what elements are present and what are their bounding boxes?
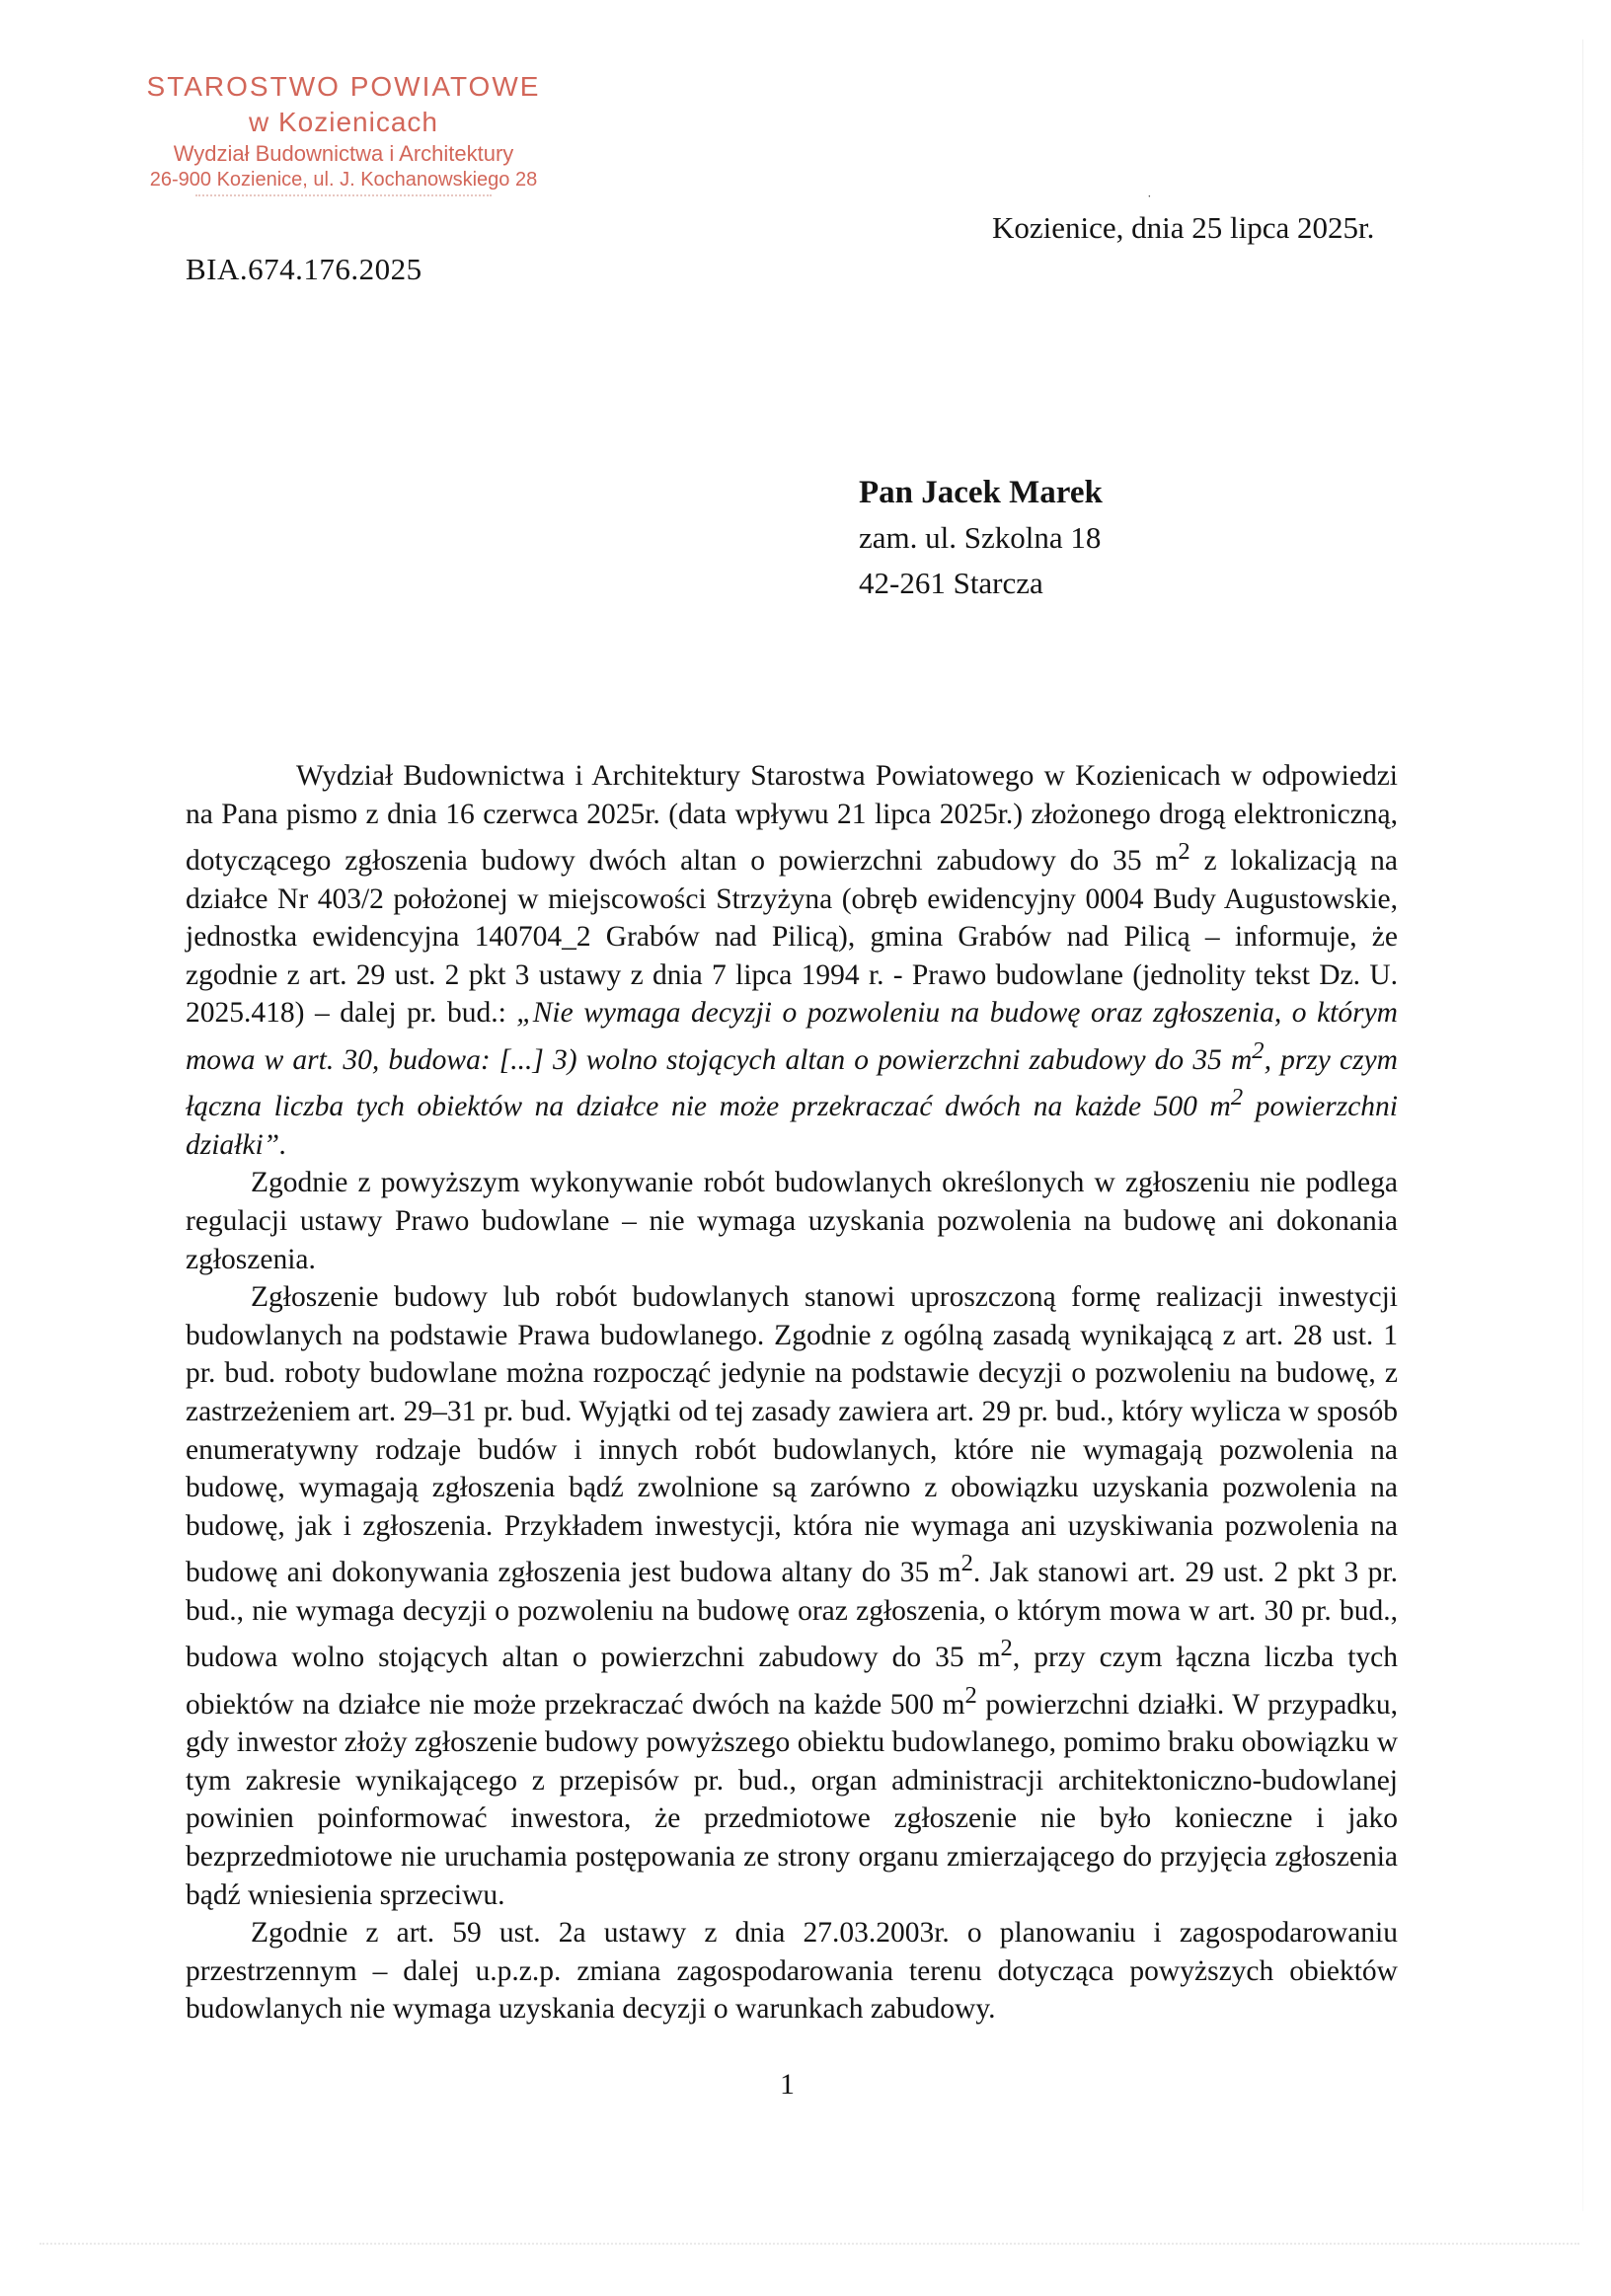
stamp-line-department: Wydział Budownictwa i Architektury (173, 140, 514, 166)
page-number: 1 (780, 2068, 795, 2101)
stamp-faded-line (195, 194, 492, 206)
superscript: 2 (960, 1550, 973, 1577)
paragraph-1-text-b: z lokalizacją na działce Nr 403/2 położonej w miejscowości Strzyżyna (obręb ewidencyjny 0004 Budy Augustowskie, jednostka ewidencyjna 140704_2 Grabów nad Pilicą), gmina Grabów nad Pilicą – informuje, że zgodnie z art. 29 ust. 2 pkt 3 ustawy z dnia 7 lipca 1994 r. - Prawo budowlane (jednolity tekst Dz. U. 2025.418) – dalej pr. bud.: (186, 845, 1398, 1030)
scan-edge-right (1582, 39, 1583, 2211)
superscript: 2 (1230, 1084, 1244, 1111)
stamp-line-city: w Kozienicach (249, 106, 438, 137)
legal-quote-text-a: „Nie wymaga decyzji o pozwoleniu na budowę oraz zgłoszenia, o którym mowa w art. 30, budowa: [...] 3) wolno stojących altan o powierzchni zabudowy do 35 m (186, 997, 1398, 1076)
office-stamp (126, 69, 561, 206)
case-number: BIA.674.176.2025 (186, 252, 422, 286)
paragraph-3 (186, 1278, 1398, 1914)
superscript: 2 (1252, 1036, 1265, 1064)
paragraph-1-text-a: Wydział Budownictwa i Architektury Starostwa Powiatowego w Kozienicach w odpowiedzi na Pana pismo z dnia 16 czerwca 2025r. (data wpływu 21 lipca 2025r.) złożonego drogą elektroniczną, dotyczącego zgłoszenia budowy dwóch altan o powierzchni zabudowy do 35 m (186, 760, 1398, 878)
paragraph-3-text-b: . Jak stanowi art. 29 ust. 2 pkt 3 pr. bud., nie wymaga decyzji o pozwoleniu na budowę oraz zgłoszenia, o którym mowa w art. 30 pr. bud., budowa wolno stojących altan o powierzchni zabudowy do 35 m (186, 1557, 1398, 1674)
paragraph-3-text-a: Zgłoszenie budowy lub robót budowlanych stanowi uproszczoną formę realizacji inwestycji budowlanych na podstawie Prawa budowlanego. Zgodnie z ogólną zasadą wynikającą z art. 28 ust. 1 pr. bud. roboty budowlane można rozpocząć jedynie na podstawie decyzji o pozwoleniu na budowę, z zastrzeżeniem art. 29–31 pr. bud. Wyjątki od tej zasady zawiera art. 29 pr. bud., który wylicza w sposób enumeratywny rodzaje budów i innych robót budowlanych, które nie wymagają pozwolenia na budowę, wymagają zgłoszenia bądź zwolnione są zarówno z obowiązku uzyskania pozwolenia na budowę, jak i zgłoszenia. Przykładem inwestycji, która nie wymaga ani uzyskiwania pozwolenia na budowę ani dokonywania zgłoszenia jest budowa altany do 35 m (186, 1281, 1398, 1589)
stray-ink-mark: ˙ (1147, 193, 1152, 208)
letter-body (186, 757, 1398, 2028)
legal-quote-text-c: powierzchni działki”. (186, 1091, 1399, 1161)
recipient-address-block (859, 470, 1103, 606)
stamp-line-address: 26-900 Kozienice, ul. J. Kochanowskiego 28 (149, 168, 538, 191)
superscript: 2 (1000, 1635, 1013, 1662)
stamp-line-office: STAROSTWO POWIATOWE (146, 71, 541, 102)
paragraph-3-text-c: , przy czym łączna liczba tych obiektów na działce nie może przekraczać dwóch na każde 500 m (186, 1642, 1398, 1721)
paragraph-3-text-d: powierzchni działki. W przypadku, gdy inwestor złoży zgłoszenie budowy powyższego obiektu budowlanego, pomimo braku obowiązku w tym zakresie wynikającego z przepisów pr. bud., organ administracji architektoniczno-budowlanej powinien poinformować inwestora, że przedmiotowe zgłoszenie nie było konieczne i jako bezprzedmiotowe nie uruchamia postępowania ze strony organu zmierzającego do przyjęcia zgłoszenia bądź wniesienia sprzeciwu. (186, 1688, 1398, 1911)
legal-quote-text-b: , przy czym łączna liczba tych obiektów na działce nie może przekraczać dwóch na każde 500 m (186, 1043, 1398, 1123)
recipient-name: Pan Jacek Marek (859, 475, 1103, 510)
paragraph-4: Zgodnie z art. 59 ust. 2a ustawy z dnia 27.03.2003r. o planowaniu i zagospodarowaniu przestrzennym – dalej u.p.z.p. zmiana zagospodarowania terenu dotycząca powyższych obiektów budowlanych nie wymaga uzyskania decyzji o warunkach zabudowy. (186, 1917, 1398, 2026)
paragraph-2: Zgodnie z powyższym wykonywanie robót budowlanych określonych w zgłoszeniu nie podlega regulacji ustawy Prawo budowlane – nie wymaga uzyskania pozwolenia na budowę ani dokonania zgłoszenia. (186, 1167, 1398, 1275)
scan-edge-bottom (39, 2243, 1579, 2247)
place-and-date: Kozienice, dnia 25 lipca 2025r. (992, 210, 1375, 245)
superscript: 2 (964, 1681, 977, 1709)
paragraph-1 (186, 757, 1398, 1164)
superscript: 2 (1178, 838, 1190, 866)
recipient-city: 42-261 Starcza (859, 566, 1043, 600)
recipient-street: zam. ul. Szkolna 18 (859, 520, 1102, 555)
